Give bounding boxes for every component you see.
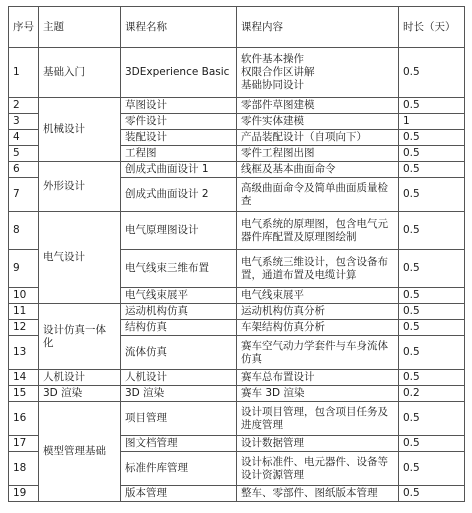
- course-content-line: 设计标准件、电元器件、设备等设计资源管理: [241, 455, 388, 481]
- course-name: 人机设计: [121, 370, 237, 386]
- course-name: 版本管理: [121, 486, 237, 502]
- topic-cell: 模型管理基础: [39, 402, 121, 502]
- header-no: 序号: [9, 7, 39, 48]
- table-row: [9, 162, 465, 178]
- course-content: [237, 320, 399, 336]
- row-number: 16: [9, 402, 39, 436]
- course-content-line: 软件基本操作: [241, 53, 304, 65]
- row-number: 17: [9, 436, 39, 452]
- course-content: [237, 98, 399, 114]
- header-duration: 时长（天）: [399, 7, 465, 48]
- course-content-line: 赛车总布置设计: [241, 371, 315, 383]
- table-row: [9, 370, 465, 386]
- course-table: [8, 6, 465, 502]
- course-name: 电气线束三维布置: [121, 250, 237, 288]
- course-content-line: 线框及基本曲面命令: [241, 163, 336, 175]
- course-content: [237, 486, 399, 502]
- course-content-line: 整车、零部件、图纸版本管理: [241, 487, 378, 499]
- row-number: 2: [9, 98, 39, 114]
- course-name: 3DExperience Basic: [121, 48, 237, 98]
- topic-cell: 3D 渲染: [39, 386, 121, 402]
- row-number: 6: [9, 162, 39, 178]
- course-duration: 0.5: [399, 146, 465, 162]
- course-content-line: 电气系统的原理图，包含电气元器件库配置及原理图绘制: [241, 217, 388, 243]
- course-content: [237, 114, 399, 130]
- course-content: [237, 48, 399, 98]
- course-content-line: 产品装配设计（自项向下）: [241, 131, 367, 143]
- course-content-line: 高级曲面命令及简单曲面质量检查: [241, 181, 388, 207]
- course-name: 创成式曲面设计 1: [121, 162, 237, 178]
- course-content: [237, 146, 399, 162]
- course-content-line: 赛车空气动力学套件与车身流体仿真: [241, 339, 388, 365]
- course-content-line: 基础协同设计: [241, 79, 304, 91]
- course-duration: 0.5: [399, 212, 465, 250]
- course-duration: 0.5: [399, 486, 465, 502]
- course-name: 草图设计: [121, 98, 237, 114]
- row-number: 3: [9, 114, 39, 130]
- course-content-line: 车架结构仿真分析: [241, 321, 325, 333]
- row-number: 13: [9, 336, 39, 370]
- row-number: 12: [9, 320, 39, 336]
- table-row: [9, 98, 465, 114]
- table-row: [9, 386, 465, 402]
- row-number: 18: [9, 452, 39, 486]
- course-duration: 0.5: [399, 162, 465, 178]
- course-name: 标准件库管理: [121, 452, 237, 486]
- row-number: 15: [9, 386, 39, 402]
- course-content: [237, 436, 399, 452]
- course-name: 运动机构仿真: [121, 304, 237, 320]
- course-content-line: 电气线束展平: [241, 289, 304, 301]
- course-content-line: 零部件草图建模: [241, 99, 315, 111]
- row-number: 10: [9, 288, 39, 304]
- row-number: 5: [9, 146, 39, 162]
- course-content-line: 设计项目管理，包含项目任务及进度管理: [241, 405, 388, 431]
- row-number: 4: [9, 130, 39, 146]
- course-content: [237, 304, 399, 320]
- course-duration: 0.5: [399, 336, 465, 370]
- course-duration: 0.5: [399, 320, 465, 336]
- course-name: 流体仿真: [121, 336, 237, 370]
- course-content: [237, 250, 399, 288]
- course-duration: 0.5: [399, 452, 465, 486]
- course-content: [237, 336, 399, 370]
- course-duration: 0.5: [399, 48, 465, 98]
- course-duration: 1: [399, 114, 465, 130]
- table-row: [9, 48, 465, 98]
- row-number: 19: [9, 486, 39, 502]
- course-content: [237, 130, 399, 146]
- table-row: [9, 212, 465, 250]
- course-duration: 0.5: [399, 402, 465, 436]
- table-row: [9, 402, 465, 436]
- course-name: 工程图: [121, 146, 237, 162]
- course-name: 项目管理: [121, 402, 237, 436]
- topic-cell: 外形设计: [39, 162, 121, 212]
- row-number: 9: [9, 250, 39, 288]
- course-duration: 0.5: [399, 304, 465, 320]
- course-duration: 0.5: [399, 130, 465, 146]
- row-number: 14: [9, 370, 39, 386]
- course-content: [237, 452, 399, 486]
- course-content: [237, 370, 399, 386]
- topic-cell: 人机设计: [39, 370, 121, 386]
- table-body: [9, 48, 465, 502]
- course-content-line: 权限合作区讲解: [241, 66, 315, 78]
- topic-cell: 基础入门: [39, 48, 121, 98]
- course-content-line: 运动机构仿真分析: [241, 305, 325, 317]
- course-name: 电气原理图设计: [121, 212, 237, 250]
- row-number: 7: [9, 178, 39, 212]
- course-duration: 0.2: [399, 386, 465, 402]
- course-name: 装配设计: [121, 130, 237, 146]
- header-topic: 主题: [39, 7, 121, 48]
- course-content: [237, 162, 399, 178]
- course-duration: 0.5: [399, 98, 465, 114]
- course-content-line: 零件工程图出图: [241, 147, 315, 159]
- course-content-line: 设计数据管理: [241, 437, 304, 449]
- course-content-line: 零件实体建模: [241, 115, 304, 127]
- course-content-line: 赛车 3D 渲染: [241, 387, 305, 399]
- course-duration: 0.5: [399, 288, 465, 304]
- course-name: 结构仿真: [121, 320, 237, 336]
- table-row: [9, 304, 465, 320]
- header-course-content: 课程内容: [237, 7, 399, 48]
- course-content-line: 电气系统三维设计，包含设备布置，通道布置及电缆计算: [241, 255, 388, 281]
- course-name: 图文档管理: [121, 436, 237, 452]
- course-content: [237, 178, 399, 212]
- course-name: 创成式曲面设计 2: [121, 178, 237, 212]
- header-row: [9, 7, 465, 48]
- course-name: 电气线束展平: [121, 288, 237, 304]
- course-duration: 0.5: [399, 178, 465, 212]
- course-name: 3D 渲染: [121, 386, 237, 402]
- topic-cell: 机械设计: [39, 98, 121, 162]
- course-content: [237, 386, 399, 402]
- course-name: 零件设计: [121, 114, 237, 130]
- course-duration: 0.5: [399, 250, 465, 288]
- course-content: [237, 212, 399, 250]
- topic-cell: 设计仿真一体化: [39, 304, 121, 370]
- course-duration: 0.5: [399, 436, 465, 452]
- course-duration: 0.5: [399, 370, 465, 386]
- course-content: [237, 288, 399, 304]
- header-course-name: 课程名称: [121, 7, 237, 48]
- row-number: 1: [9, 48, 39, 98]
- course-content: [237, 402, 399, 436]
- row-number: 11: [9, 304, 39, 320]
- topic-cell: 电气设计: [39, 212, 121, 304]
- row-number: 8: [9, 212, 39, 250]
